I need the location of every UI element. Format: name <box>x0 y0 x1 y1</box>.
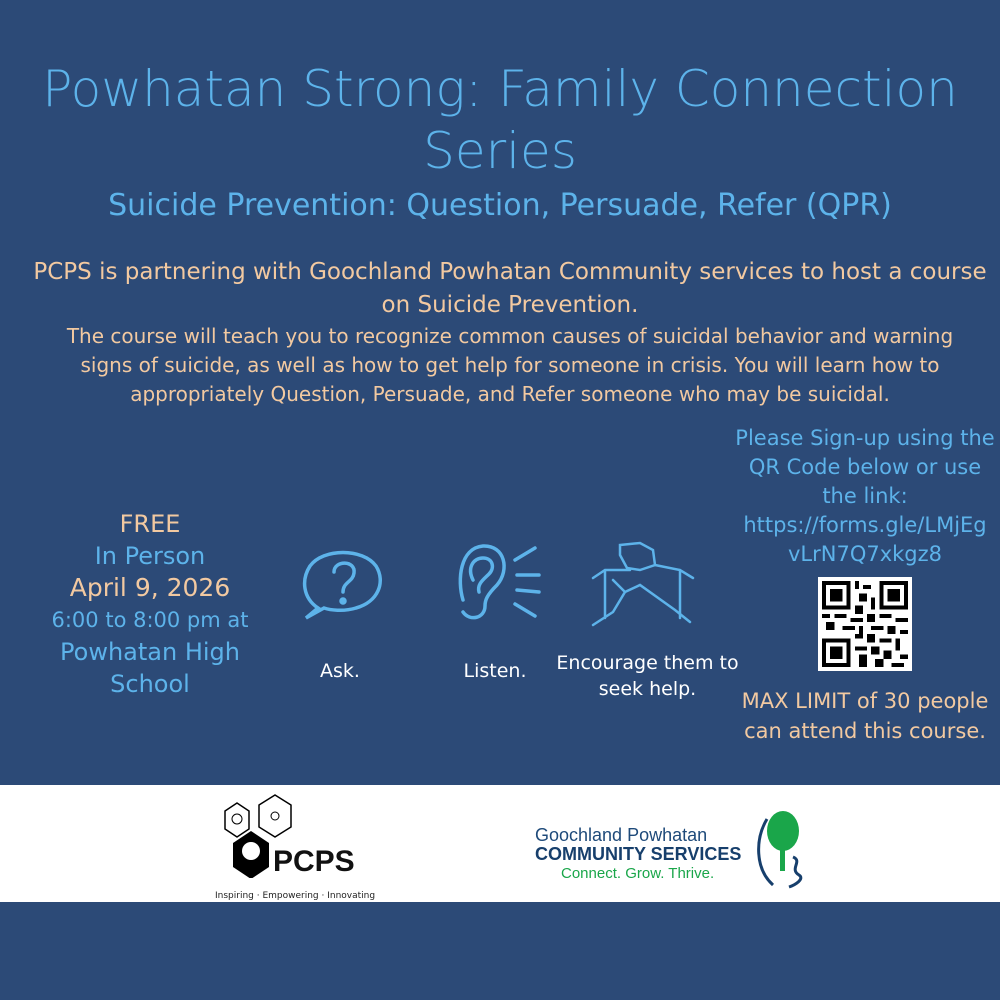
qr-code[interactable] <box>818 577 912 671</box>
ear-icon <box>455 540 545 625</box>
signup-info <box>730 424 1000 569</box>
max-limit: MAX LIMIT of 30 people can attend this course. <box>741 689 989 743</box>
cost: FREE <box>119 510 181 538</box>
gpcs-tagline: Connect. Grow. Thrive. <box>561 865 715 882</box>
format: In Person <box>94 542 206 570</box>
intro-text: PCPS is partnering with Goochland Powhatan Community services to host a course on Suicide Prevention. <box>33 259 987 318</box>
step-label-encourage: Encourage them to seek help. <box>556 652 739 700</box>
qr-code-image <box>822 581 908 667</box>
step-label-ask: Ask. <box>320 660 360 682</box>
time: 6:00 to 8:00 pm at <box>51 608 249 632</box>
event-details <box>30 508 270 700</box>
signup-text: Please Sign-up using the QR Code below or use the link: <box>735 426 995 508</box>
footer-logos <box>0 785 1000 902</box>
signup-link[interactable]: https://forms.gle/LMjEgvLrN7Q7xkgz8 <box>743 513 987 566</box>
date: April 9, 2026 <box>69 573 231 602</box>
gpcs-logo <box>535 825 825 895</box>
clasped-hands-icon <box>585 540 700 630</box>
pcps-tagline: Inspiring · Empowering · Innovating <box>215 891 376 901</box>
pcps-name: PCPS <box>273 845 355 878</box>
gpcs-line2: COMMUNITY SERVICES <box>535 844 742 864</box>
subtitle: Suicide Prevention: Question, Persuade, Refer (QPR) <box>108 188 892 223</box>
step-label-listen: Listen. <box>463 660 527 682</box>
pcps-logo <box>215 793 385 901</box>
tree-river-icon <box>753 809 818 889</box>
location: Powhatan High School <box>60 638 240 698</box>
question-bubble-icon <box>298 540 388 625</box>
body-text: The course will teach you to recognize common causes of suicidal behavior and warning signs of suicide, as well as how to get help for someone in crisis. You will learn how to appropriately Question, Persuade, and Refer someone who may be suicidal. <box>66 324 954 406</box>
page-title: Powhatan Strong: Family Connection Series <box>42 60 958 180</box>
gpcs-line1: Goochland Powhatan <box>535 825 708 845</box>
